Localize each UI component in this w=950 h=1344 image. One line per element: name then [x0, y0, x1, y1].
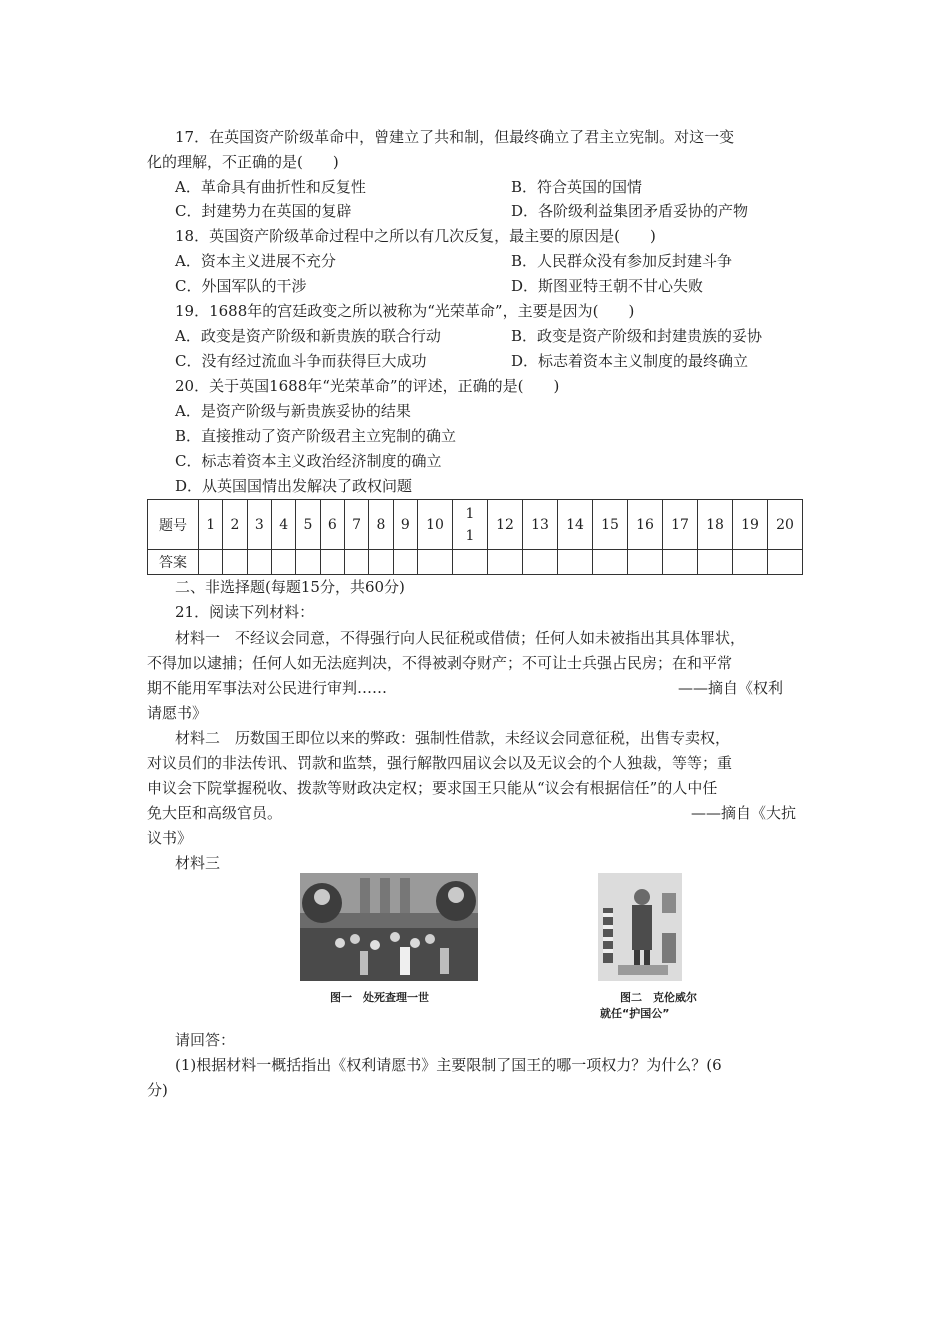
q20-option-a: A．是资产阶级与新贵族妥协的结果	[175, 402, 411, 420]
answer-cell[interactable]	[663, 550, 698, 575]
figure-one-caption: 图一 处死查理一世	[330, 991, 429, 1004]
table-cell: 20	[768, 500, 803, 550]
answer-cell[interactable]	[271, 550, 295, 575]
table-cell: 8	[369, 500, 393, 550]
table-cell: 16	[628, 500, 663, 550]
q17-option-b: B．符合英国的国情	[511, 178, 643, 196]
table-cell: 2	[223, 500, 247, 550]
table-cell: 6	[320, 500, 344, 550]
q17-stem-cont: 化的理解，不正确的是( )	[147, 153, 339, 171]
answer-cell[interactable]	[453, 550, 488, 575]
table-cell: 14	[558, 500, 593, 550]
answer-prompt: 请回答：	[175, 1031, 236, 1049]
material-two-source-cont: 议书》	[147, 829, 193, 847]
answer-cell[interactable]	[523, 550, 558, 575]
answer-cell[interactable]	[628, 550, 663, 575]
table-cell: 13	[523, 500, 558, 550]
answer-cell[interactable]	[369, 550, 393, 575]
q17-stem: 17．在英国资产阶级革命中，曾建立了共和制，但最终确立了君主立宪制。对这一变	[175, 128, 735, 146]
answer-cell[interactable]	[418, 550, 453, 575]
table-cell: 4	[271, 500, 295, 550]
table-cell: 1 1	[453, 500, 488, 550]
q17-option-a: A．革命具有曲折性和反复性	[175, 178, 366, 196]
table-cell: 1	[199, 500, 223, 550]
q18-option-c: C．外国军队的干涉	[175, 277, 307, 295]
answer-table	[147, 499, 803, 575]
q20-option-c: C．标志着资本主义政治经济制度的确立	[175, 452, 442, 470]
table-cell: 5	[296, 500, 320, 550]
table-cell: 15	[593, 500, 628, 550]
q19-option-a: A．政变是资产阶级和新贵族的联合行动	[175, 327, 441, 345]
table-cell: 9	[393, 500, 417, 550]
q18-option-b: B．人民群众没有参加反封建斗争	[511, 252, 733, 270]
material-two-line1: 材料二 历数国王即位以来的弊政：强制性借款，未经议会同意征税，出售专卖权，	[175, 729, 731, 747]
answer-cell[interactable]	[247, 550, 271, 575]
answer-table-number-row	[148, 500, 803, 550]
answer-cell[interactable]	[344, 550, 368, 575]
table-cell: 19	[733, 500, 768, 550]
figure-two-caption-cont: 就任“护国公”	[600, 1007, 670, 1020]
q19-option-c: C．没有经过流血斗争而获得巨大成功	[175, 352, 427, 370]
material-one-source: ——摘自《权利	[678, 679, 784, 697]
q21-part1-cont: 分)	[147, 1081, 168, 1099]
q17-option-c: C．封建势力在英国的复辟	[175, 202, 352, 220]
cromwell-image	[598, 873, 682, 981]
q20-option-b: B．直接推动了资产阶级君主立宪制的确立	[175, 427, 457, 445]
answer-cell[interactable]	[558, 550, 593, 575]
material-two-source: ——摘自《大抗	[691, 804, 797, 822]
answer-cell[interactable]	[733, 550, 768, 575]
q17-option-d: D．各阶级利益集团矛盾妥协的产物	[511, 202, 749, 220]
q18-option-d: D．斯图亚特王朝不甘心失败	[511, 277, 704, 295]
material-one-source-cont: 请愿书》	[147, 704, 208, 722]
figure-two-caption: 图二 克伦威尔	[620, 991, 697, 1004]
answer-cell[interactable]	[593, 550, 628, 575]
material-one-line2: 不得加以逮捕；任何人如无法庭判决，不得被剥夺财产；不可让士兵强占民房；在和平常	[147, 654, 733, 672]
q21-part1: (1)根据材料一概括指出《权利请愿书》主要限制了国王的哪一项权力？为什么？(6	[175, 1056, 722, 1074]
section-heading: 二、非选择题(每题15分，共60分)	[175, 578, 405, 596]
q19-option-b: B．政变是资产阶级和封建贵族的妥协	[511, 327, 763, 345]
table-cell: 12	[488, 500, 523, 550]
material-one-line1: 材料一 不经议会同意，不得强行向人民征税或借债；任何人如未被指出其具体罪状，	[175, 629, 746, 647]
material-three-label: 材料三	[175, 854, 221, 872]
q19-stem: 19．1688年的宫廷政变之所以被称为“光荣革命”，主要是因为( )	[175, 302, 635, 320]
row-label-number: 题号	[148, 500, 199, 550]
table-cell: 17	[663, 500, 698, 550]
answer-cell[interactable]	[223, 550, 247, 575]
answer-cell[interactable]	[768, 550, 803, 575]
table-cell: 7	[344, 500, 368, 550]
row-label-answer: 答案	[148, 550, 199, 575]
q19-option-d: D．标志着资本主义制度的最终确立	[511, 352, 749, 370]
answer-cell[interactable]	[199, 550, 223, 575]
q18-option-a: A．资本主义进展不充分	[175, 252, 336, 270]
table-cell: 3	[247, 500, 271, 550]
q18-stem: 18．英国资产阶级革命过程中之所以有几次反复，最主要的原因是( )	[175, 227, 656, 245]
table-cell: 18	[698, 500, 733, 550]
table-cell: 10	[418, 500, 453, 550]
material-two-line4: 免大臣和高级官员。	[147, 804, 283, 822]
q20-option-d: D．从英国国情出发解决了政权问题	[175, 477, 413, 495]
material-two-line2: 对议员们的非法传讯、罚款和监禁，强行解散四届议会以及无议会的个人独裁，等等；重	[147, 754, 733, 772]
answer-cell[interactable]	[393, 550, 417, 575]
answer-table-answer-row	[148, 550, 803, 575]
execution-image	[300, 873, 478, 981]
answer-cell[interactable]	[320, 550, 344, 575]
answer-cell[interactable]	[296, 550, 320, 575]
material-two-line3: 申议会下院掌握税收、拨款等财政决定权；要求国王只能从“议会有根据信任”的人中任	[147, 779, 718, 797]
answer-cell[interactable]	[488, 550, 523, 575]
q20-stem: 20．关于英国1688年“光荣革命”的评述，正确的是( )	[175, 377, 560, 395]
q21-stem: 21．阅读下列材料：	[175, 603, 315, 621]
answer-cell[interactable]	[698, 550, 733, 575]
material-one-line3: 期不能用军事法对公民进行审判……	[147, 679, 388, 697]
